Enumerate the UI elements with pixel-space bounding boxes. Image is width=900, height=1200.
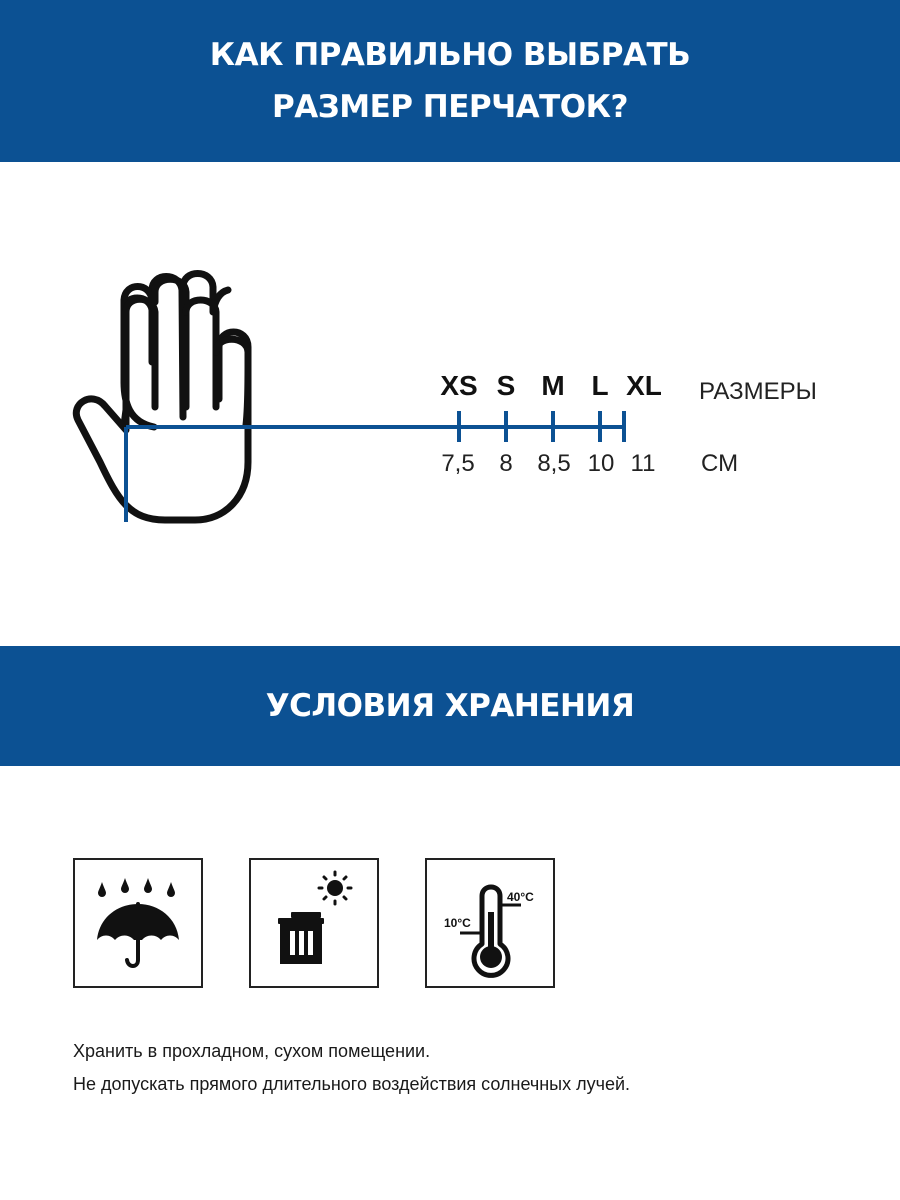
storage-note-2: Не допускать прямого длительного воздействия солнечных лучей.: [73, 1074, 631, 1094]
cm-value-l: 10: [587, 450, 615, 477]
sizes-row-title: РАЗМЕРЫ: [699, 378, 817, 405]
units-row-title: СМ: [701, 450, 739, 477]
size-label-xs: XS: [440, 370, 478, 401]
size-label-s: S: [496, 370, 516, 401]
header-banner: [0, 0, 900, 162]
size-label-m: M: [541, 370, 565, 401]
size-label-xl: XL: [626, 370, 662, 401]
cm-value-xl: 11: [630, 450, 656, 477]
cm-value-s: 8: [499, 450, 513, 477]
cm-value-m: 8,5: [537, 450, 571, 477]
thermometer-min-label: 10°C: [444, 916, 471, 930]
storage-banner: [0, 646, 900, 766]
page-title-line-1: КАК ПРАВИЛЬНО ВЫБРАТЬ: [209, 37, 691, 73]
umbrella-rain-icon: [73, 858, 203, 988]
thermometer-max-label: 40°C: [507, 890, 534, 904]
trash-sun-icon: [249, 858, 379, 988]
storage-note-1: Хранить в прохладном, сухом помещении.: [73, 1041, 431, 1061]
storage-title: УСЛОВИЯ ХРАНЕНИЯ: [265, 688, 635, 724]
thermometer-icon: [425, 858, 555, 988]
size-label-l: L: [591, 370, 609, 401]
page-title-line-2: РАЗМЕР ПЕРЧАТОК?: [272, 89, 628, 125]
cm-value-xs: 7,5: [441, 450, 475, 477]
size-chart: [0, 162, 900, 646]
